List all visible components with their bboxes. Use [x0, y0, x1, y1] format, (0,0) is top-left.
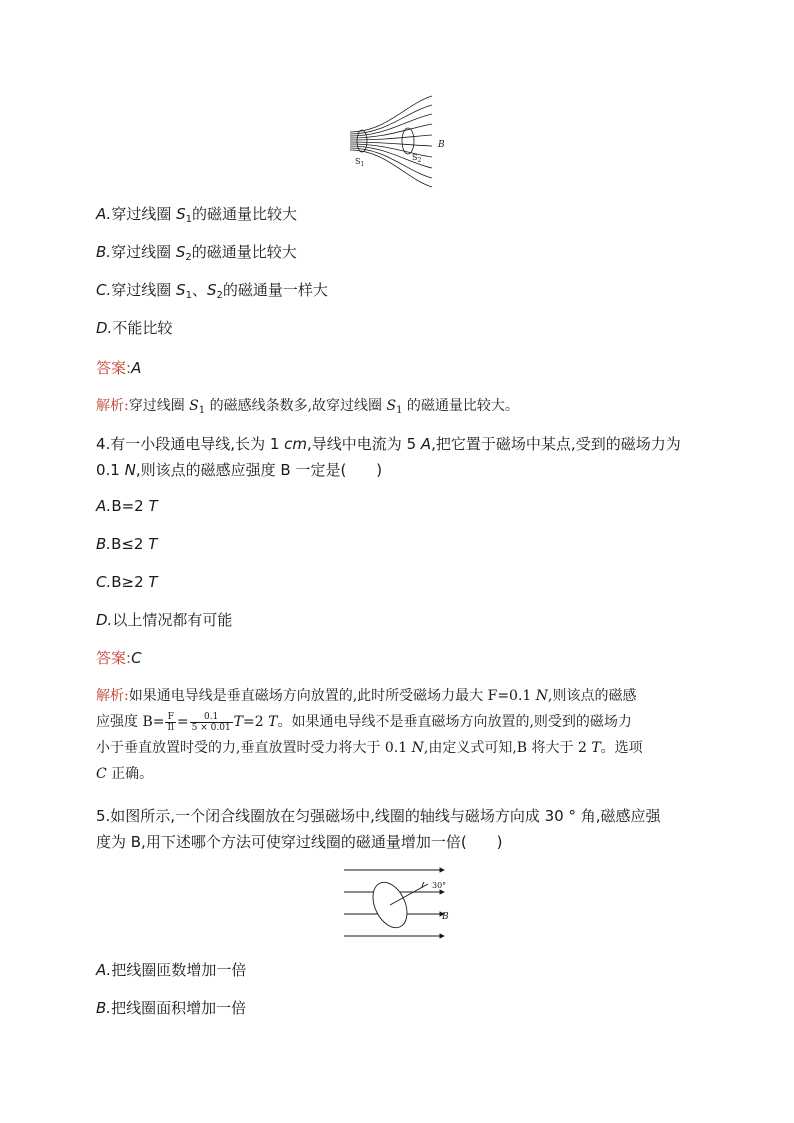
q4-option-d: D.以上情况都有可能	[96, 611, 233, 629]
q3-option-b: B.穿过线圈 $S_2$的磁通量比较大	[96, 243, 297, 263]
q3-answer: 答案:A	[96, 359, 142, 377]
q4-answer: 答案:C	[96, 649, 142, 667]
magnetic-field-figure-2	[340, 862, 452, 944]
q4-stem-line-1: 4.有一小段通电导线,长为 1 cm,导线中电流为 5 A,把它置于磁场中某点,受到的磁场力为	[96, 435, 681, 453]
q3-explanation: 解析:穿过线圈 $S_1$ 的磁感线条数多,故穿过线圈 $S_1$ 的磁通量比较大。	[96, 398, 519, 416]
q4-option-b: B.B≤2 T	[96, 535, 158, 553]
svg-text:S2: $S_2$	[412, 153, 422, 164]
q3-option-c: C.穿过线圈 $S_1$、$S_2$的磁通量一样大	[96, 281, 328, 301]
svg-text:S1: $S_1$	[355, 157, 365, 168]
q5-stem-line-1: 5.如图所示,一个闭合线圈放在匀强磁场中,线圈的轴线与磁场方向成 30 ° 角,磁感应强	[96, 807, 661, 825]
q4-explanation-line-2: 应强度 B= $\frac{F}{Il}$ = $\frac{0.1}{5 \times 0.01}$ T=2 T。如果通电导线不是垂直磁场方向放置的,则受到的磁场力	[96, 711, 632, 733]
fraction-values: $\frac{0.1}{5 \times 0.01}$	[191, 711, 231, 733]
loop-s2	[402, 128, 414, 154]
magnetic-field-figure-1	[346, 92, 456, 192]
field-line	[350, 150, 432, 187]
q4-explanation-line-4: C 正确。	[96, 766, 154, 782]
q3-option-a: A.穿过线圈 $S_1$的磁通量比较大	[96, 205, 298, 225]
q5-option-b: B.把线圈面积增加一倍	[96, 999, 247, 1017]
field-line	[350, 144, 432, 157]
q5-stem-line-2: 度为 B,用下述哪个方法可使穿过线圈的磁通量增加一倍( )	[96, 833, 503, 851]
q4-explanation-line-3: 小于垂直放置时受的力,垂直放置时受力将大于 0.1 N,由定义式可知,B 将大于 2 T。选项	[96, 740, 643, 756]
svg-text:B: B	[442, 912, 449, 922]
svg-text:30°: 30°	[432, 881, 447, 890]
q4-option-c: C.B≥2 T	[96, 573, 158, 591]
fraction-f-over-il: $\frac{F}{Il}$	[167, 711, 174, 733]
q5-option-a: A.把线圈匝数增加一倍	[96, 961, 247, 979]
q4-explanation-line-1: 解析:如果通电导线是垂直磁场方向放置的,此时所受磁场力最大 F=0.1 N,则该点的磁感	[96, 688, 637, 704]
q4-option-a: A.B=2 T	[96, 497, 158, 515]
svg-text:B: B	[438, 140, 445, 150]
q3-option-d: D.不能比较	[96, 319, 173, 337]
q4-stem-line-2: 0.1 N,则该点的磁感应强度 B 一定是( )	[96, 461, 383, 479]
